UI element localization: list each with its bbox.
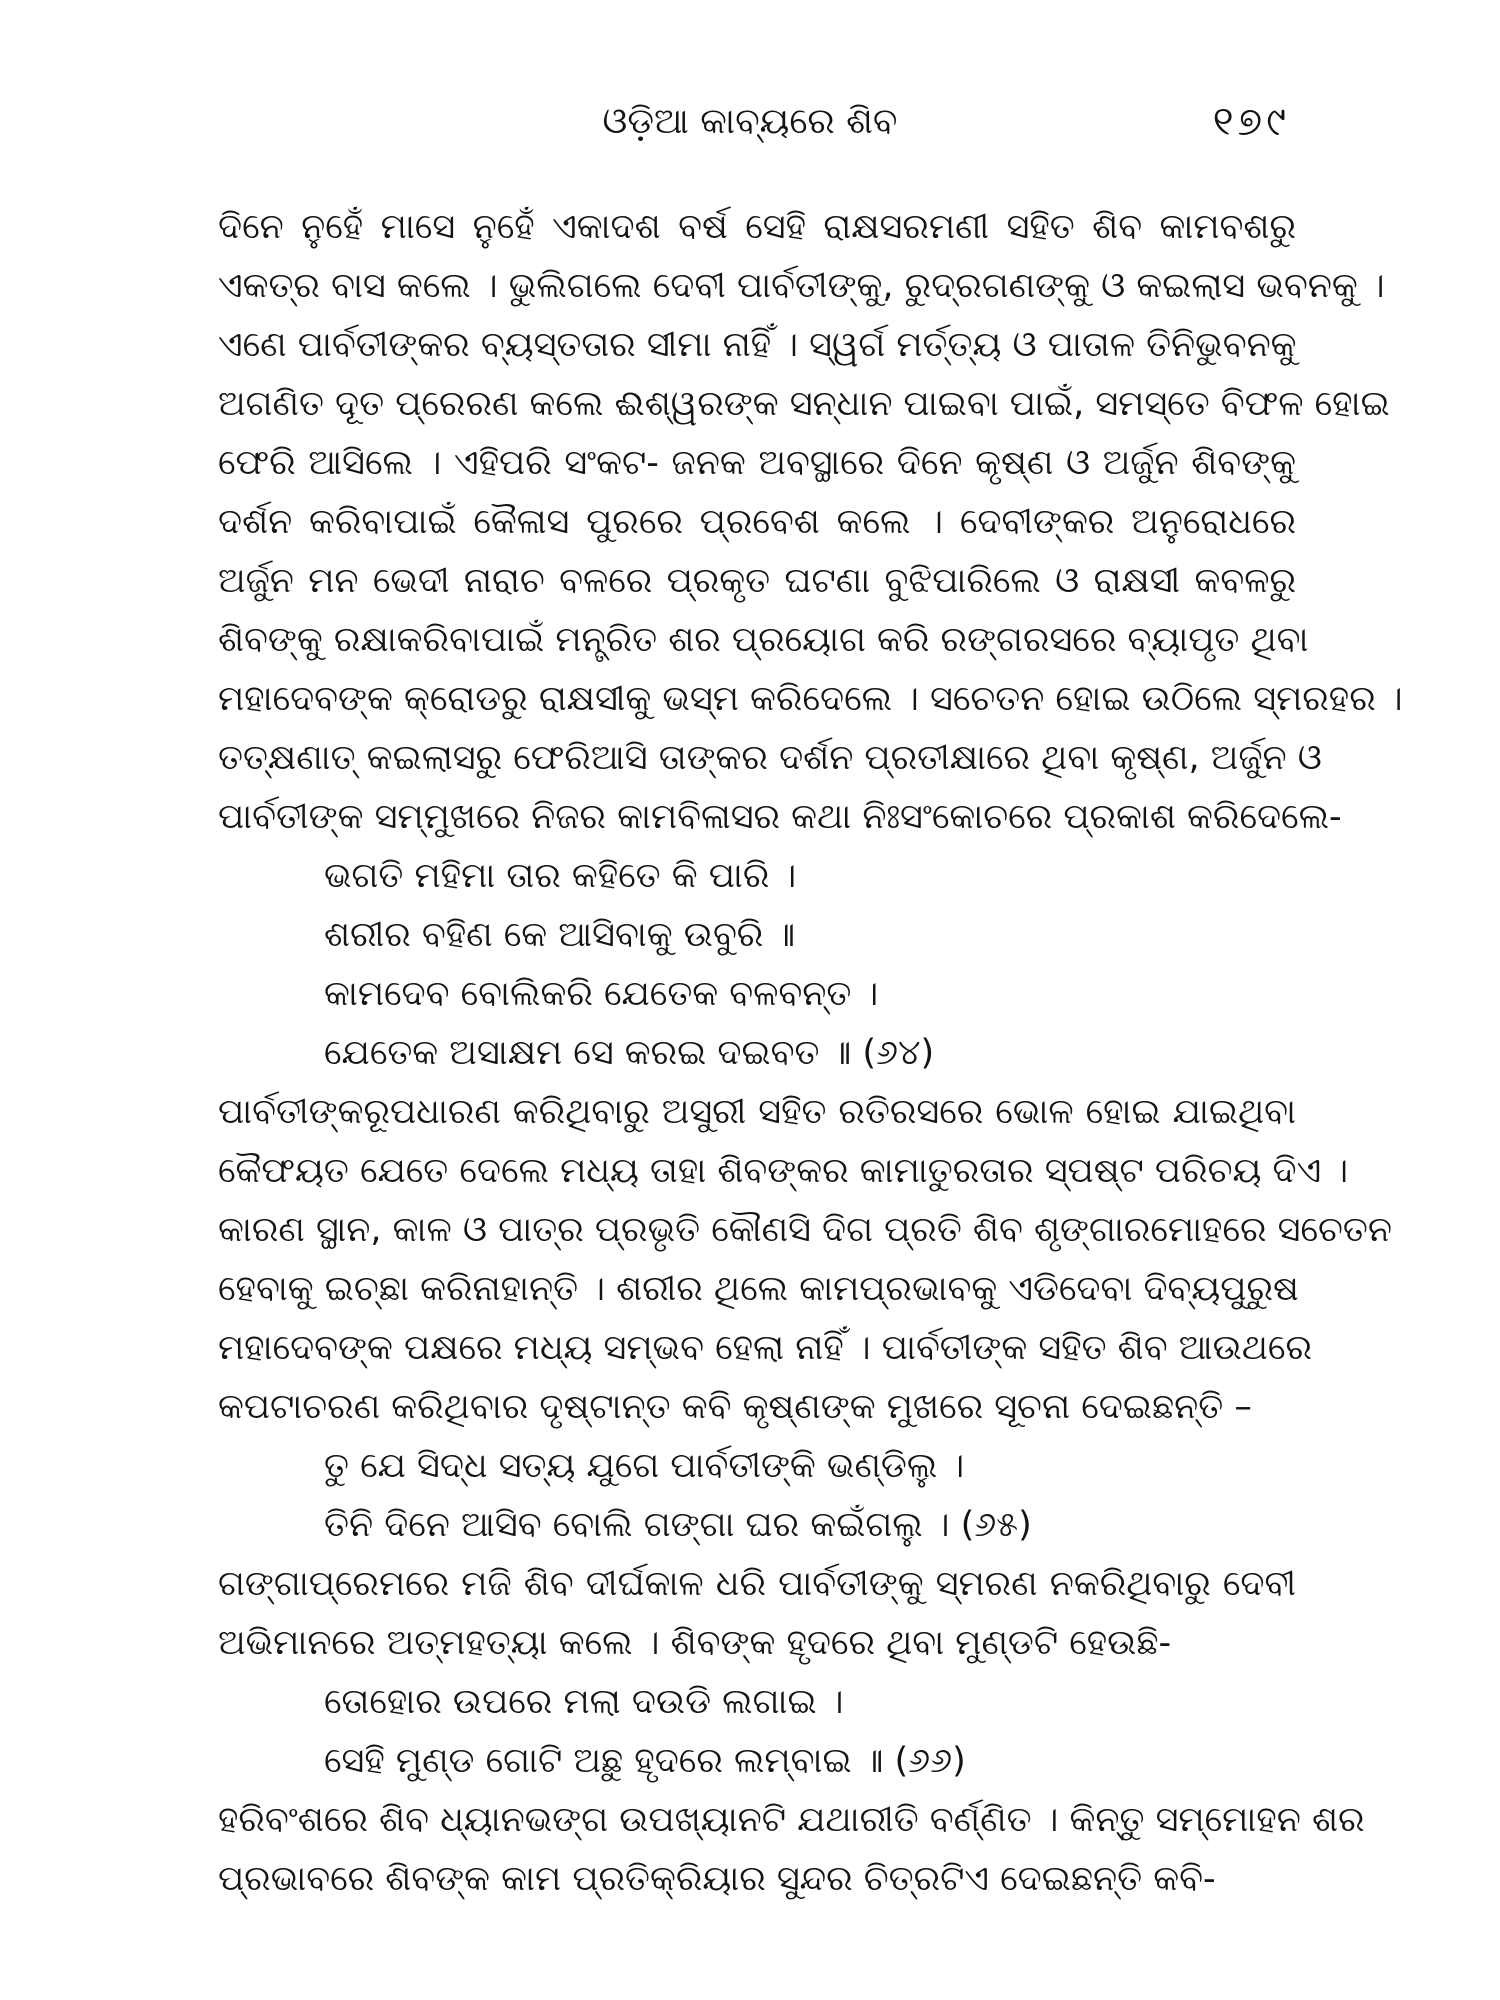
prose-line: କପଟାଚରଣ କରିଥିବାର ଦୃଷ୍ଟାନ୍ତ କବି କୃଷ୍ଣଙ୍କ ମୁଖରେ ସୂଚନା ଦେଇଛନ୍ତି – bbox=[218, 1387, 1252, 1427]
prose-line: ମହାଦେବଙ୍କ ପକ୍ଷରେ ମଧ୍ୟ ସମ୍ଭବ ହେଲା ନାହିଁ । ପାର୍ବତୀଙ୍କ ସହିତ ଶିବ ଆଉଥରେ bbox=[218, 1328, 1312, 1368]
prose-line: ଦିନେ ନୁହେଁ ମାସେ ନୁହେଁ ଏକାଦଶ ବର୍ଷ ସେହି ରାକ୍ଷସରମଣୀ ସହିତ ଶିବ କାମବଶରୁ bbox=[218, 207, 1296, 247]
verse-line: ତିନି ଦିନେ ଆସିବ ବୋଲି ଗଙ୍ଗା ଘର କଇଁଗଲୁ । (୬୫) bbox=[324, 1505, 1032, 1545]
prose-line: ମହାଦେବଙ୍କ କ୍ରୋଡରୁ ରାକ୍ଷସୀକୁ ଭସ୍ମ କରିଦେଲେ । ସଚେତନ ହୋଇ ଉଠିଲେ ସ୍ମରହର । bbox=[218, 679, 1403, 719]
page-header bbox=[0, 92, 1500, 152]
prose-line: ଶିବଙ୍କୁ ରକ୍ଷାକରିବାପାଇଁ ମନ୍ତ୍ରିତ ଶର ପ୍ରୟୋଗ କରି ରଙ୍ଗରସରେ ବ୍ୟାପୃତ ଥିବା bbox=[218, 620, 1309, 660]
prose-line: ପାର୍ବତୀଙ୍କ ସମ୍ମୁଖରେ ନିଜର କାମବିଳାସର କଥା ନିଃସଂକୋଚରେ ପ୍ରକାଶ କରିଦେଲେ- bbox=[218, 797, 1342, 837]
verse-line: ସେହି ମୁଣ୍ଡ ଗୋଟି ଅଛୁ ହୃଦରେ ଲମ୍ବାଇ ॥ (୬୬) bbox=[324, 1741, 966, 1781]
prose-line: ହେବାକୁ ଇଚ୍ଛା କରିନାହାନ୍ତି । ଶରୀର ଥିଲେ କାମପ୍ରଭାବକୁ ଏଡିଦେବା ଦିବ୍ୟପୁରୁଷ bbox=[218, 1269, 1299, 1309]
verse-line: ଶରୀର ବହିଣ କେ ଆସିବାକୁ ଉବୁରି ॥ bbox=[324, 915, 796, 955]
verse-line: କାମଦେବ ବୋଲିକରି ଯେତେକ ବଳବନ୍ତ । bbox=[324, 974, 879, 1014]
prose-line: ଏକତ୍ର ବାସ କଲେ । ଭୁଲିଗଲେ ଦେବୀ ପାର୍ବତୀଙ୍କୁ, ରୁଦ୍ରଗଣଙ୍କୁ ଓ କଇଲାସ ଭବନକୁ । bbox=[218, 266, 1385, 306]
prose-line: ହରିବଂଶରେ ଶିବ ଧ୍ୟାନଭଙ୍ଗ ଉପଖ୍ୟାନଟି ଯଥାରୀତି ବର୍ଣ୍ଣିତ । କିନ୍ତୁ ସମ୍ମୋହନ ଶର bbox=[218, 1800, 1365, 1840]
page-number: ୧୭୯ bbox=[1212, 99, 1290, 145]
prose-line: କୈଫୟତ ଯେତେ ଦେଲେ ମଧ୍ୟ ତାହା ଶିବଙ୍କର କାମାତୁରତାର ସ୍ପଷ୍ଟ ପରିଚୟ ଦିଏ । bbox=[218, 1151, 1349, 1191]
prose-line: କାରଣ ସ୍ଥାନ, କାଳ ଓ ପାତ୍ର ପ୍ରଭୃତି କୌଣସି ଦିଗ ପ୍ରତି ଶିବ ଶୃଙ୍ଗାରମୋହରେ ସଚେତନ bbox=[218, 1210, 1392, 1250]
prose-line: ତତ୍‌କ୍ଷଣାତ୍ କଇଲାସରୁ ଫେରିଆସି ତାଙ୍କର ଦର୍ଶନ ପ୍ରତୀକ୍ଷାରେ ଥିବା କୃଷ୍ଣ, ଅର୍ଜୁନ ଓ bbox=[218, 738, 1322, 778]
prose-line: ପାର୍ବତୀଙ୍କରୂପଧାରଣ କରିଥିବାରୁ ଅସୁରୀ ସହିତ ରତିରସରେ ଭୋଳ ହୋଇ ଯାଇଥିବା bbox=[218, 1092, 1296, 1132]
prose-line: ଗଙ୍ଗାପ୍ରେମରେ ମଜି ଶିବ ଦୀର୍ଘକାଳ ଧରି ପାର୍ବତୀଙ୍କୁ ସ୍ମରଣ ନକରିଥିବାରୁ ଦେବୀ bbox=[218, 1564, 1296, 1604]
prose-line: ଅଭିମାନରେ ଅତ୍ମହତ୍ୟା କଲେ । ଶିବଙ୍କ ହୃଦରେ ଥିବା ମୁଣ୍ଡଟି ହେଉଛି- bbox=[218, 1623, 1172, 1663]
body-text bbox=[218, 198, 1403, 1909]
prose-line: ଫେରି ଆସିଲେ । ଏହିପରି ସଂକଟ- ଜନକ ଅବସ୍ଥାରେ ଦିନେ କୃଷ୍ଣ ଓ ଅର୍ଜୁନ ଶିବଙ୍କୁ bbox=[218, 443, 1296, 483]
verse-line: ତୋହୋର ଉପରେ ମଲା ଦଉଡି ଲଗାଇ । bbox=[324, 1682, 844, 1722]
prose-line: ଅଗଣିତ ଦୂତ ପ୍ରେରଣ କଲେ ଈଶ୍ୱରଙ୍କ ସନ୍ଧାନ ପାଇବା ପାଇଁ, ସମସ୍ତେ ବିଫଳ ହୋଇ bbox=[218, 384, 1390, 424]
verse-line: ଯେତେକ ଅସାକ୍ଷମ ସେ କରଇ ଦଇବତ ॥ (୬୪) bbox=[324, 1033, 935, 1073]
prose-line: ଅର୍ଜୁନ ମନ ଭେଦୀ ନାରାଚ ବଳରେ ପ୍ରକୃତ ଘଟଣା ବୁଝିପାରିଲେ ଓ ରାକ୍ଷସୀ କବଳରୁ bbox=[218, 561, 1296, 601]
verse-line: ଭଗତି ମହିମା ତାର କହିତେ କି ପାରି । bbox=[324, 856, 797, 896]
prose-line: ଏଣେ ପାର୍ବତୀଙ୍କର ବ୍ୟସ୍ତତାର ସୀମା ନାହିଁ । ସ୍ୱର୍ଗ ମର୍ତ୍ତ୍ୟ ଓ ପାତାଳ ତିନିଭୁବନକୁ bbox=[218, 325, 1297, 365]
verse-line: ତୁ ଯେ ସିଦ୍ଧ ସତ୍ୟ ଯୁଗେ ପାର୍ବତୀଙ୍କି ଭଣ୍ଡିଲୁ । bbox=[324, 1446, 965, 1486]
prose-line: ଦର୍ଶନ କରିବାପାଇଁ କୈଳାସ ପୁରରେ ପ୍ରବେଶ କଲେ । ଦେବୀଙ୍କର ଅନୁରୋଧରେ bbox=[218, 502, 1296, 542]
prose-line: ପ୍ରଭାବରେ ଶିବଙ୍କ କାମ ପ୍ରତିକ୍ରିୟାର ସୁନ୍ଦର ଚିତ୍ରଟିଏ ଦେଇଛନ୍ତି କବି- bbox=[218, 1859, 1216, 1899]
running-title: ଓଡ଼ିଆ କାବ୍ୟରେ ଶିବ bbox=[602, 101, 898, 142]
